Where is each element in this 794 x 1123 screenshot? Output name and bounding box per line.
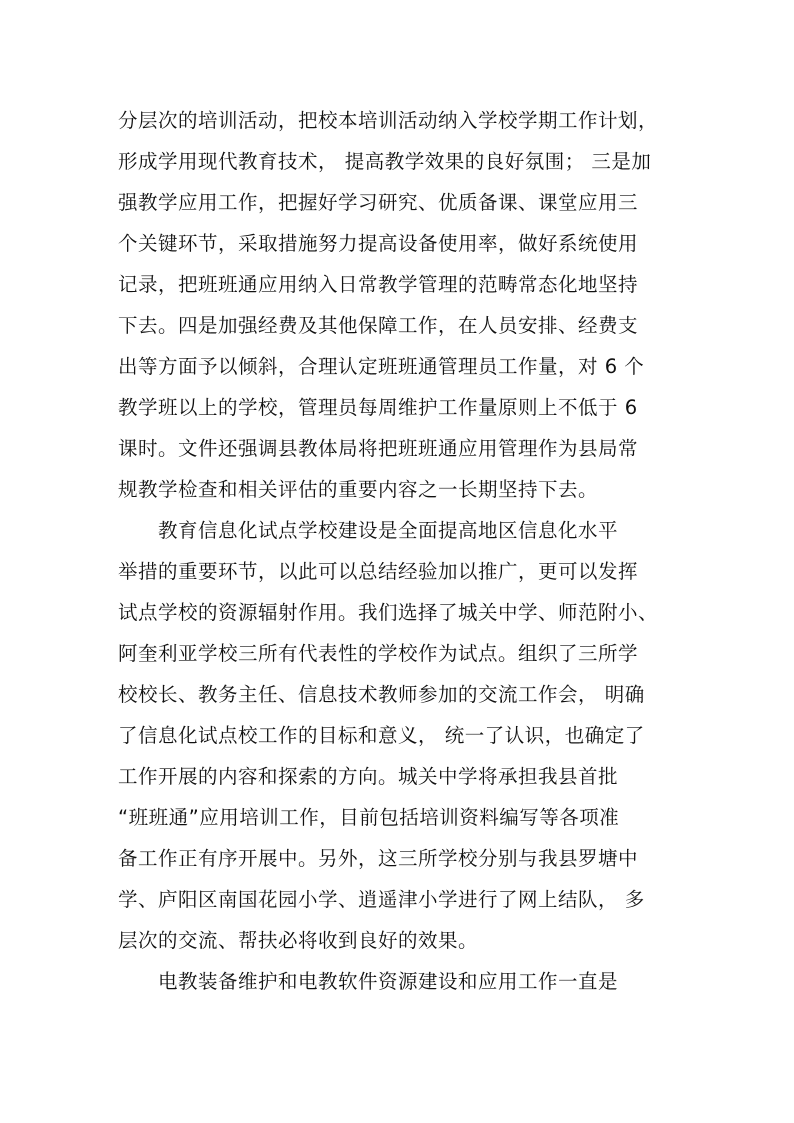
text-line: 出等方面予以倾斜，合理认定班班通管理员工作量，对 6 个 bbox=[118, 355, 645, 378]
text-line: 试点学校的资源辐射作用。我们选择了城关中学、师范附小、 bbox=[118, 601, 659, 624]
paragraph-2 bbox=[118, 510, 698, 961]
text-line: 校校长、教务主任、信息技术教师参加的交流工作会， 明确 bbox=[118, 683, 645, 706]
text-line: 阿奎利亚学校三所有代表性的学校作为试点。组织了三所学 bbox=[118, 642, 639, 665]
text-line: 电教装备维护和电教软件资源建设和应用工作一直是 bbox=[118, 970, 619, 993]
text-line: 学、庐阳区南国花园小学、逍遥津小学进行了网上结队， 多 bbox=[118, 888, 645, 911]
text-line: “班班通”应用培训工作，目前包括培训资料编写等各项准 bbox=[118, 806, 620, 829]
text-line: 规教学检查和相关评估的重要内容之一长期坚持下去。 bbox=[118, 478, 599, 501]
text-line: 记录，把班班通应用纳入日常教学管理的范畴常态化地坚持 bbox=[118, 273, 639, 296]
text-line: 教育信息化试点学校建设是全面提高地区信息化水平 bbox=[118, 519, 619, 542]
text-line: 备工作正有序开展中。另外，这三所学校分别与我县罗塘中 bbox=[118, 847, 639, 870]
text-line: 形成学用现代教育技术， 提高教学效果的良好氛围； 三是加 bbox=[118, 150, 652, 173]
paragraph-1 bbox=[118, 100, 698, 510]
text-line: 强教学应用工作，把握好学习研究、优质备课、课堂应用三 bbox=[118, 191, 639, 214]
paragraph-3 bbox=[118, 961, 698, 1002]
text-line: 个关键环节，采取措施努力提高设备使用率，做好系统使用 bbox=[118, 232, 639, 255]
text-line: 下去。四是加强经费及其他保障工作，在人员安排、经费支 bbox=[118, 314, 639, 337]
text-line: 了信息化试点校工作的目标和意义， 统一了认识，也确定了 bbox=[118, 724, 645, 747]
text-line: 教学班以上的学校，管理员每周维护工作量原则上不低于 6 bbox=[118, 396, 638, 419]
text-line: 工作开展的内容和探索的方向。城关中学将承担我县首批 bbox=[118, 765, 619, 788]
text-line: 层次的交流、帮扶必将收到良好的效果。 bbox=[118, 929, 479, 952]
text-line: 分层次的培训活动，把校本培训活动纳入学校学期工作计划， bbox=[118, 109, 659, 132]
text-line: 课时。文件还强调县教体局将把班班通应用管理作为县局常 bbox=[118, 437, 639, 460]
document-body bbox=[118, 100, 698, 1002]
text-line: 举措的重要环节，以此可以总结经验加以推广，更可以发挥 bbox=[118, 560, 639, 583]
